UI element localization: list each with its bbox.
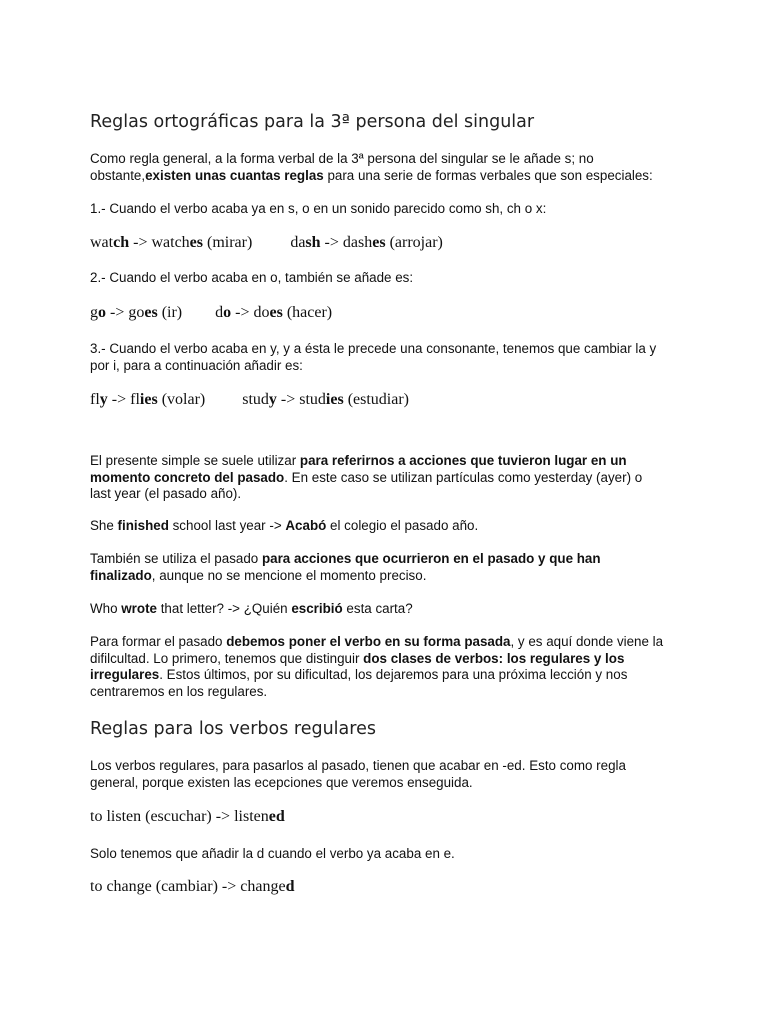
example-text: (hacer) (282, 304, 333, 321)
example-text: -> go (106, 304, 145, 321)
example-text: (estudiar) (343, 391, 410, 408)
example-text: (arrojar) (385, 234, 443, 251)
rule-1: 1.- Cuando el verbo acaba ya en s, o en un sonido parecido como sh, ch o x: (90, 201, 547, 216)
intro-paragraph (90, 151, 680, 184)
paragraph-text: Who (90, 601, 122, 616)
example-text: (mirar) (203, 234, 253, 251)
example-bold: ed (268, 808, 285, 825)
example-listen (90, 808, 285, 826)
intro-text: Como regla general, a la forma verbal de la 3ª persona del singular se le añade s; no obstante, (90, 151, 594, 183)
example-text: to change (cambiar) -> change (90, 878, 286, 895)
paragraph-text: Para formar el pasado (90, 634, 227, 649)
example-bold: y (268, 391, 277, 408)
example-bold: d (285, 878, 295, 895)
paragraph-text: , y es aquí donde viene la difilcultad. Lo primero, tenemos que distinguir (90, 634, 664, 666)
paragraph-text: , aunque no se mencione el momento preciso. (151, 567, 427, 583)
paragraph-bold: finished (117, 518, 169, 533)
example-text: -> stud (276, 391, 326, 408)
regular-intro: Los verbos regulares, para pasarlos al pasado, tienen que acabar en -ed. Esto como regla general, porque existen las ecepciones que veremos enseguida. (90, 758, 626, 790)
paragraph-bold: para referirnos a acciones que tuvieron lugar en un momento concreto del pasado (90, 453, 627, 485)
paragraph-bold: debemos poner el verbo en su forma pasada (226, 634, 511, 649)
example-row-1 (90, 234, 443, 252)
paragraph-text: school last year -> (168, 518, 286, 533)
example-bold: ies (325, 391, 344, 408)
example-bold: o (98, 304, 106, 321)
rule-2: 2.- Cuando el verbo acaba en o, también se añade es: (90, 270, 414, 285)
paragraph-text: that letter? -> ¿Quién (156, 601, 292, 616)
example-text: wat (90, 234, 114, 251)
section-heading-regular-verbs: Reglas para los verbos regulares (90, 719, 376, 739)
paragraph-text: el colegio el pasado año. (326, 518, 479, 533)
example-row-2 (90, 304, 332, 322)
paragraph-text: . Estos últimos, por su dificultad, los dejaremos para una próxima lección y nos centraremos en los regulares. (90, 667, 628, 699)
example-bold: es (189, 234, 203, 251)
paragraph-bold: escribió (291, 601, 343, 616)
past-paragraph-2 (90, 551, 635, 584)
paragraph-bold: wrote (121, 601, 157, 616)
paragraph-bold: para acciones que ocurrieron en el pasado y que han finalizado (90, 551, 601, 583)
example-text: -> watch (129, 234, 190, 251)
example-bold: o (223, 304, 232, 321)
example-text: stud (242, 391, 269, 408)
example-row-3 (90, 391, 409, 409)
past-example-finished (90, 518, 680, 535)
paragraph-text: El presente simple se suele utilizar (90, 453, 300, 468)
intro-text-end: para una serie de formas verbales que son especiales: (323, 167, 653, 183)
example-bold: ch (113, 234, 130, 251)
paragraph-text: . En este caso se utilizan partículas como yesterday (ayer) o last year (el pasado año). (90, 469, 643, 501)
intro-bold: existen unas cuantas reglas (145, 167, 324, 183)
example-text: da (290, 234, 306, 251)
example-text: (ir) (157, 304, 183, 321)
section-heading-third-person: Reglas ortográficas para la 3ª persona del singular (90, 112, 535, 132)
paragraph-text: She (90, 518, 118, 533)
past-paragraph-3 (90, 634, 668, 700)
paragraph-text: También se utiliza el pasado (90, 551, 262, 566)
regular-rule-e: Solo tenemos que añadir la d cuando el verbo ya acaba en e. (90, 846, 455, 861)
example-bold: y (99, 391, 108, 408)
example-text: fl (90, 391, 100, 408)
example-bold: ies (139, 391, 158, 408)
rule-3: 3.- Cuando el verbo acaba en y, y a ésta le precede una consonante, tenemos que cambiar la y por i, para a continuación añadir es: (90, 341, 657, 373)
example-text: d (215, 304, 224, 321)
example-bold: es (144, 304, 158, 321)
example-text: -> do (231, 304, 270, 321)
example-text: -> fl (107, 391, 140, 408)
example-bold: es (372, 234, 386, 251)
paragraph-text: esta carta? (342, 601, 413, 616)
past-paragraph-1 (90, 453, 660, 503)
example-bold: sh (305, 234, 321, 251)
paragraph-bold: Acabó (285, 518, 327, 533)
past-example-wrote (90, 601, 680, 618)
example-bold: es (269, 304, 283, 321)
paragraph-bold: dos clases de verbos: los regulares y los irregulares (90, 650, 625, 682)
example-text: g (90, 304, 98, 321)
example-text: (volar) (157, 391, 206, 408)
example-text: to listen (escuchar) -> listen (90, 808, 269, 825)
example-text: -> dash (320, 234, 373, 251)
example-change (90, 878, 295, 896)
